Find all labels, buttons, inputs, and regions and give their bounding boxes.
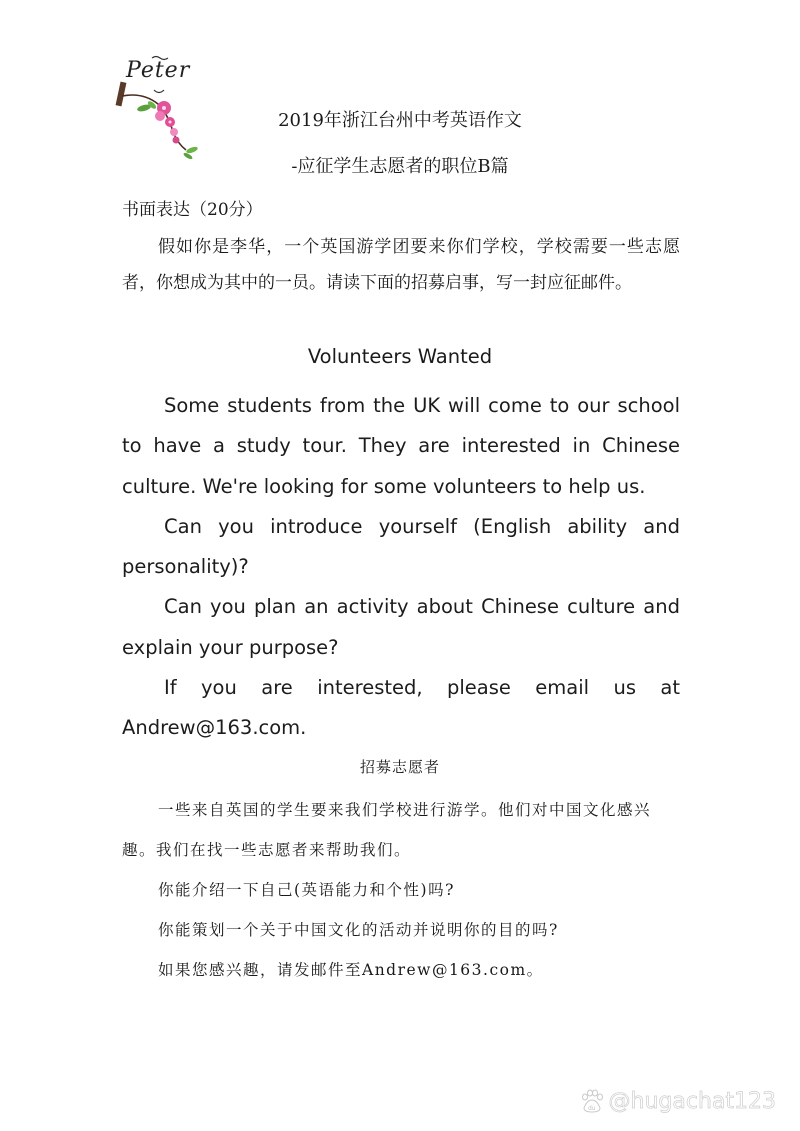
notice-body-cn [122, 790, 682, 990]
task-label: 书面表达（20分） [122, 200, 263, 220]
watermark-text: @hugachat123 [608, 1088, 776, 1114]
page-title: 2019年浙江台州中考英语作文 [278, 110, 522, 131]
notice-paragraph-en: Can you introduce yourself (English ability and personality)? [122, 514, 680, 579]
notice-title-cn: 招募志愿者 [359, 758, 440, 776]
page-subtitle: -应征学生志愿者的职位B篇 [291, 156, 509, 177]
svg-text:du: du [587, 1105, 596, 1112]
notice-paragraph-cn: 一些来自英国的学生要来我们学校进行游学。他们对中国文化感兴趣。我们在找一些志愿者来帮助我们。 [122, 801, 652, 859]
notice-paragraph-cn: 你能介绍一下自己(英语能力和个性)吗? [158, 881, 455, 899]
notice-body-en [122, 386, 680, 749]
notice-paragraph-cn: 如果您感兴趣，请发邮件至Andrew@163.com。 [158, 961, 544, 979]
notice-paragraph-cn: 你能策划一个关于中国文化的活动并说明你的目的吗? [158, 921, 559, 939]
notice-title-en: Volunteers Wanted [307, 345, 493, 368]
baidu-paw-icon [579, 1088, 605, 1114]
watermark [579, 1088, 776, 1114]
notice-paragraph-en: If you are interested, please email us at Andrew@163.com. [122, 676, 680, 740]
logo-text: Peter [126, 58, 191, 83]
notice-paragraph-en: Can you plan an activity about Chinese culture and explain your purpose? [122, 595, 680, 659]
notice-paragraph-en: Some students from the UK will come to our school to have a study tour. They are interested in Chinese culture. We're looking for some volunteers to help us. [122, 394, 680, 498]
task-instruction: 假如你是李华，一个英国游学团要来你们学校，学校需要一些志愿者，你想成为其中的一员。请读下面的招募启事，写一封应征邮件。 [122, 237, 680, 293]
